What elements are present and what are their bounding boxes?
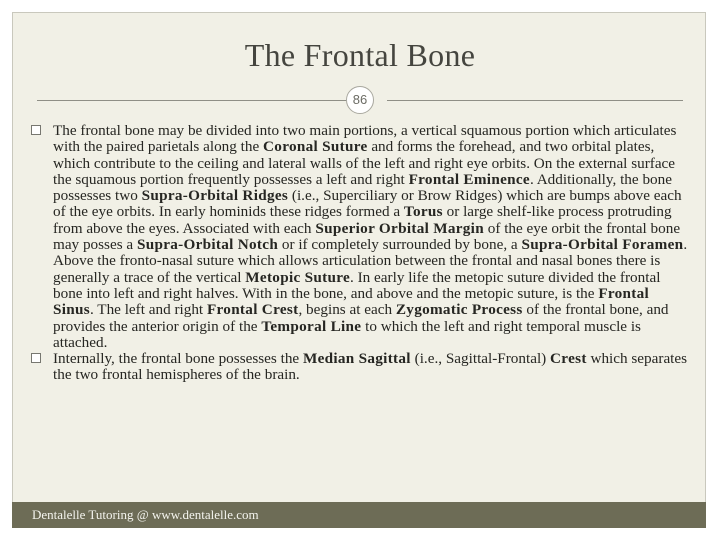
text-run: . In early life the metopic suture divided the frontal bone into left and right halves. With in the bone, and above and the metopic suture, is the	[53, 268, 661, 302]
text-run: . The left and right	[89, 301, 207, 319]
bold-term: Frontal Crest	[206, 301, 299, 319]
bold-term: Supra-Orbital Foramen	[521, 236, 684, 254]
text-run: Internally, the frontal bone possesses the	[53, 350, 303, 368]
bold-term: Zygomatic Process	[395, 301, 523, 319]
title-divider-left	[37, 100, 357, 101]
text-run: (i.e., Superciliary or Brow Ridges) which are bumps above each of the eye orbits. In early hominids these ridges formed a	[53, 187, 682, 221]
text-run: of the eye orbit the frontal bone may posses a	[53, 219, 681, 254]
text-run: The frontal bone may be divided into two main portions, a vertical squamous portion which articulates with the paired parietals along the	[53, 122, 677, 156]
bold-term: Temporal Line	[261, 317, 362, 335]
text-run: (i.e., Sagittal-Frontal)	[410, 350, 551, 368]
slide-title: The Frontal Bone	[244, 37, 476, 73]
text-run: or large shelf-like process protruding from above the eyes. Associated with each	[53, 203, 672, 237]
slide-body	[31, 123, 693, 384]
bold-term: Median Sagittal	[302, 350, 411, 368]
bullet-paragraph-1	[31, 123, 693, 351]
bold-term: Superior Orbital Margin	[315, 219, 484, 237]
bold-term: Supra-Orbital Notch	[136, 236, 279, 254]
bullet-text	[53, 350, 687, 383]
bullet-paragraph-2	[31, 351, 693, 384]
text-run: to which the left and right temporal muscle is attached.	[53, 317, 641, 351]
footer-bar	[12, 502, 706, 528]
slide	[12, 12, 706, 528]
bullet-text	[53, 122, 687, 351]
bold-term: Crest	[550, 350, 587, 368]
bold-term: Supra-Orbital Ridges	[141, 187, 289, 205]
title-divider-right	[387, 100, 683, 101]
bold-term: Metopic Suture	[245, 268, 351, 286]
text-run: which separates the two frontal hemispheres of the brain.	[53, 350, 688, 384]
bold-term: Coronal Suture	[263, 138, 368, 156]
text-run: . Above the fronto-nasal suture which allows articulation between the frontal and nasal bones there is generally a trace of the vertical	[53, 236, 688, 286]
text-run: , begins at each	[298, 301, 396, 319]
text-run: of the frontal bone, and provides the anterior origin of the	[53, 301, 669, 335]
text-run: . Additionally, the bone possesses two	[53, 170, 672, 205]
page-number: 86	[346, 86, 374, 114]
square-bullet-icon	[31, 353, 41, 363]
bold-term: Frontal Sinus	[53, 284, 650, 319]
square-bullet-icon	[31, 125, 41, 135]
bold-term: Frontal Eminence	[408, 170, 530, 188]
footer-text: Dentalelle Tutoring @ www.dentalelle.com	[32, 507, 259, 522]
text-run: or if completely surrounded by bone, a	[278, 236, 522, 254]
text-run: and forms the forehead, and two orbital plates, which contribute to the ceiling and lateral walls of the left and right eye orbits. On the external surface the squamous portion frequently possesses a left and right	[53, 138, 676, 188]
bold-term: Torus	[403, 203, 443, 221]
